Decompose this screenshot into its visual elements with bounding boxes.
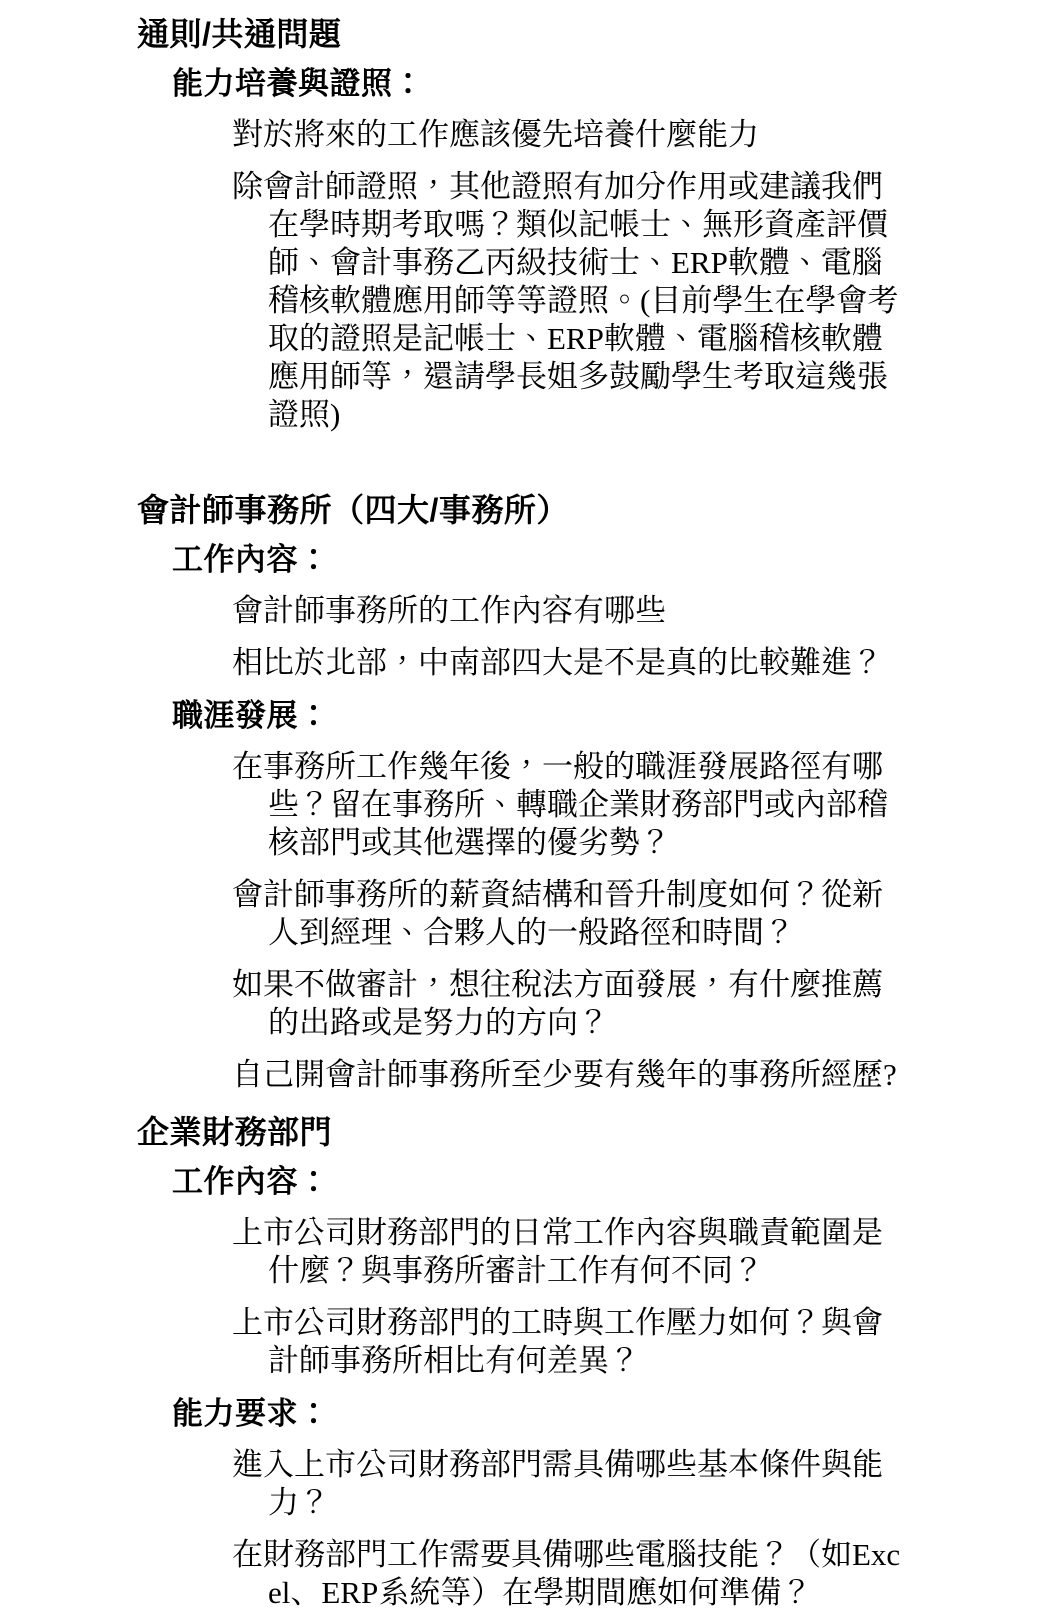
question-item: 在財務部門工作需要具備哪些電腦技能？（如Excel、ERP系統等）在學期間應如何準備？ [232, 1537, 901, 1610]
section-title: 通則/共通問題 [137, 16, 342, 52]
group-label: 工作內容： [172, 542, 330, 577]
group-label: 能力培養與證照： [172, 66, 424, 101]
section-corporate-finance [137, 1110, 1021, 1612]
question-item: 會計師事務所的工作內容有哪些 [232, 593, 666, 628]
group-job-content [137, 540, 1021, 682]
section-title: 會計師事務所（四大/事務所） [137, 492, 569, 528]
group-career-development [137, 696, 1021, 1094]
question-item: 除會計師證照，其他證照有加分作用或建議我們在學時期考取嗎？類似記帳士、無形資產評價師、會計事務乙丙級技術士、ERP軟體、電腦稽核軟體應用師等等證照。(目前學生在學會考取的證照是記帳士、ERP軟體、電腦稽核軟體應用師等，還請學長姐多鼓勵學生考取這幾張證照) [232, 169, 899, 432]
question-item: 自己開會計師事務所至少要有幾年的事務所經歷? [232, 1057, 897, 1092]
section-cpa-firm [137, 488, 1021, 1094]
question-item: 上市公司財務部門的日常工作內容與職責範圍是什麼？與事務所審計工作有何不同？ [232, 1215, 883, 1288]
question-item: 如果不做審計，想往稅法方面發展，有什麼推薦的出路或是努力的方向？ [232, 967, 883, 1040]
section-title: 企業財務部門 [137, 1114, 333, 1150]
group-job-content [137, 1162, 1021, 1380]
question-item: 進入上市公司財務部門需具備哪些基本條件與能力？ [232, 1447, 883, 1520]
group-skills-certificates [137, 64, 1021, 434]
group-label: 能力要求： [172, 1396, 330, 1431]
question-item: 在事務所工作幾年後，一般的職涯發展路徑有哪些？留在事務所、轉職企業財務部門或內部稽核部門或其他選擇的優劣勢？ [232, 749, 888, 860]
group-label: 工作內容： [172, 1164, 330, 1199]
group-label: 職涯發展： [172, 698, 330, 733]
question-item: 上市公司財務部門的工時與工作壓力如何？與會計師事務所相比有何差異？ [232, 1305, 883, 1378]
question-item: 對於將來的工作應該優先培養什麼能力 [232, 117, 759, 152]
section-general [137, 12, 1021, 434]
question-item: 會計師事務所的薪資結構和晉升制度如何？從新人到經理、合夥人的一般路徑和時間？ [232, 877, 883, 950]
group-skill-requirements [137, 1394, 1021, 1612]
question-item: 相比於北部，中南部四大是不是真的比較難進？ [232, 645, 883, 680]
